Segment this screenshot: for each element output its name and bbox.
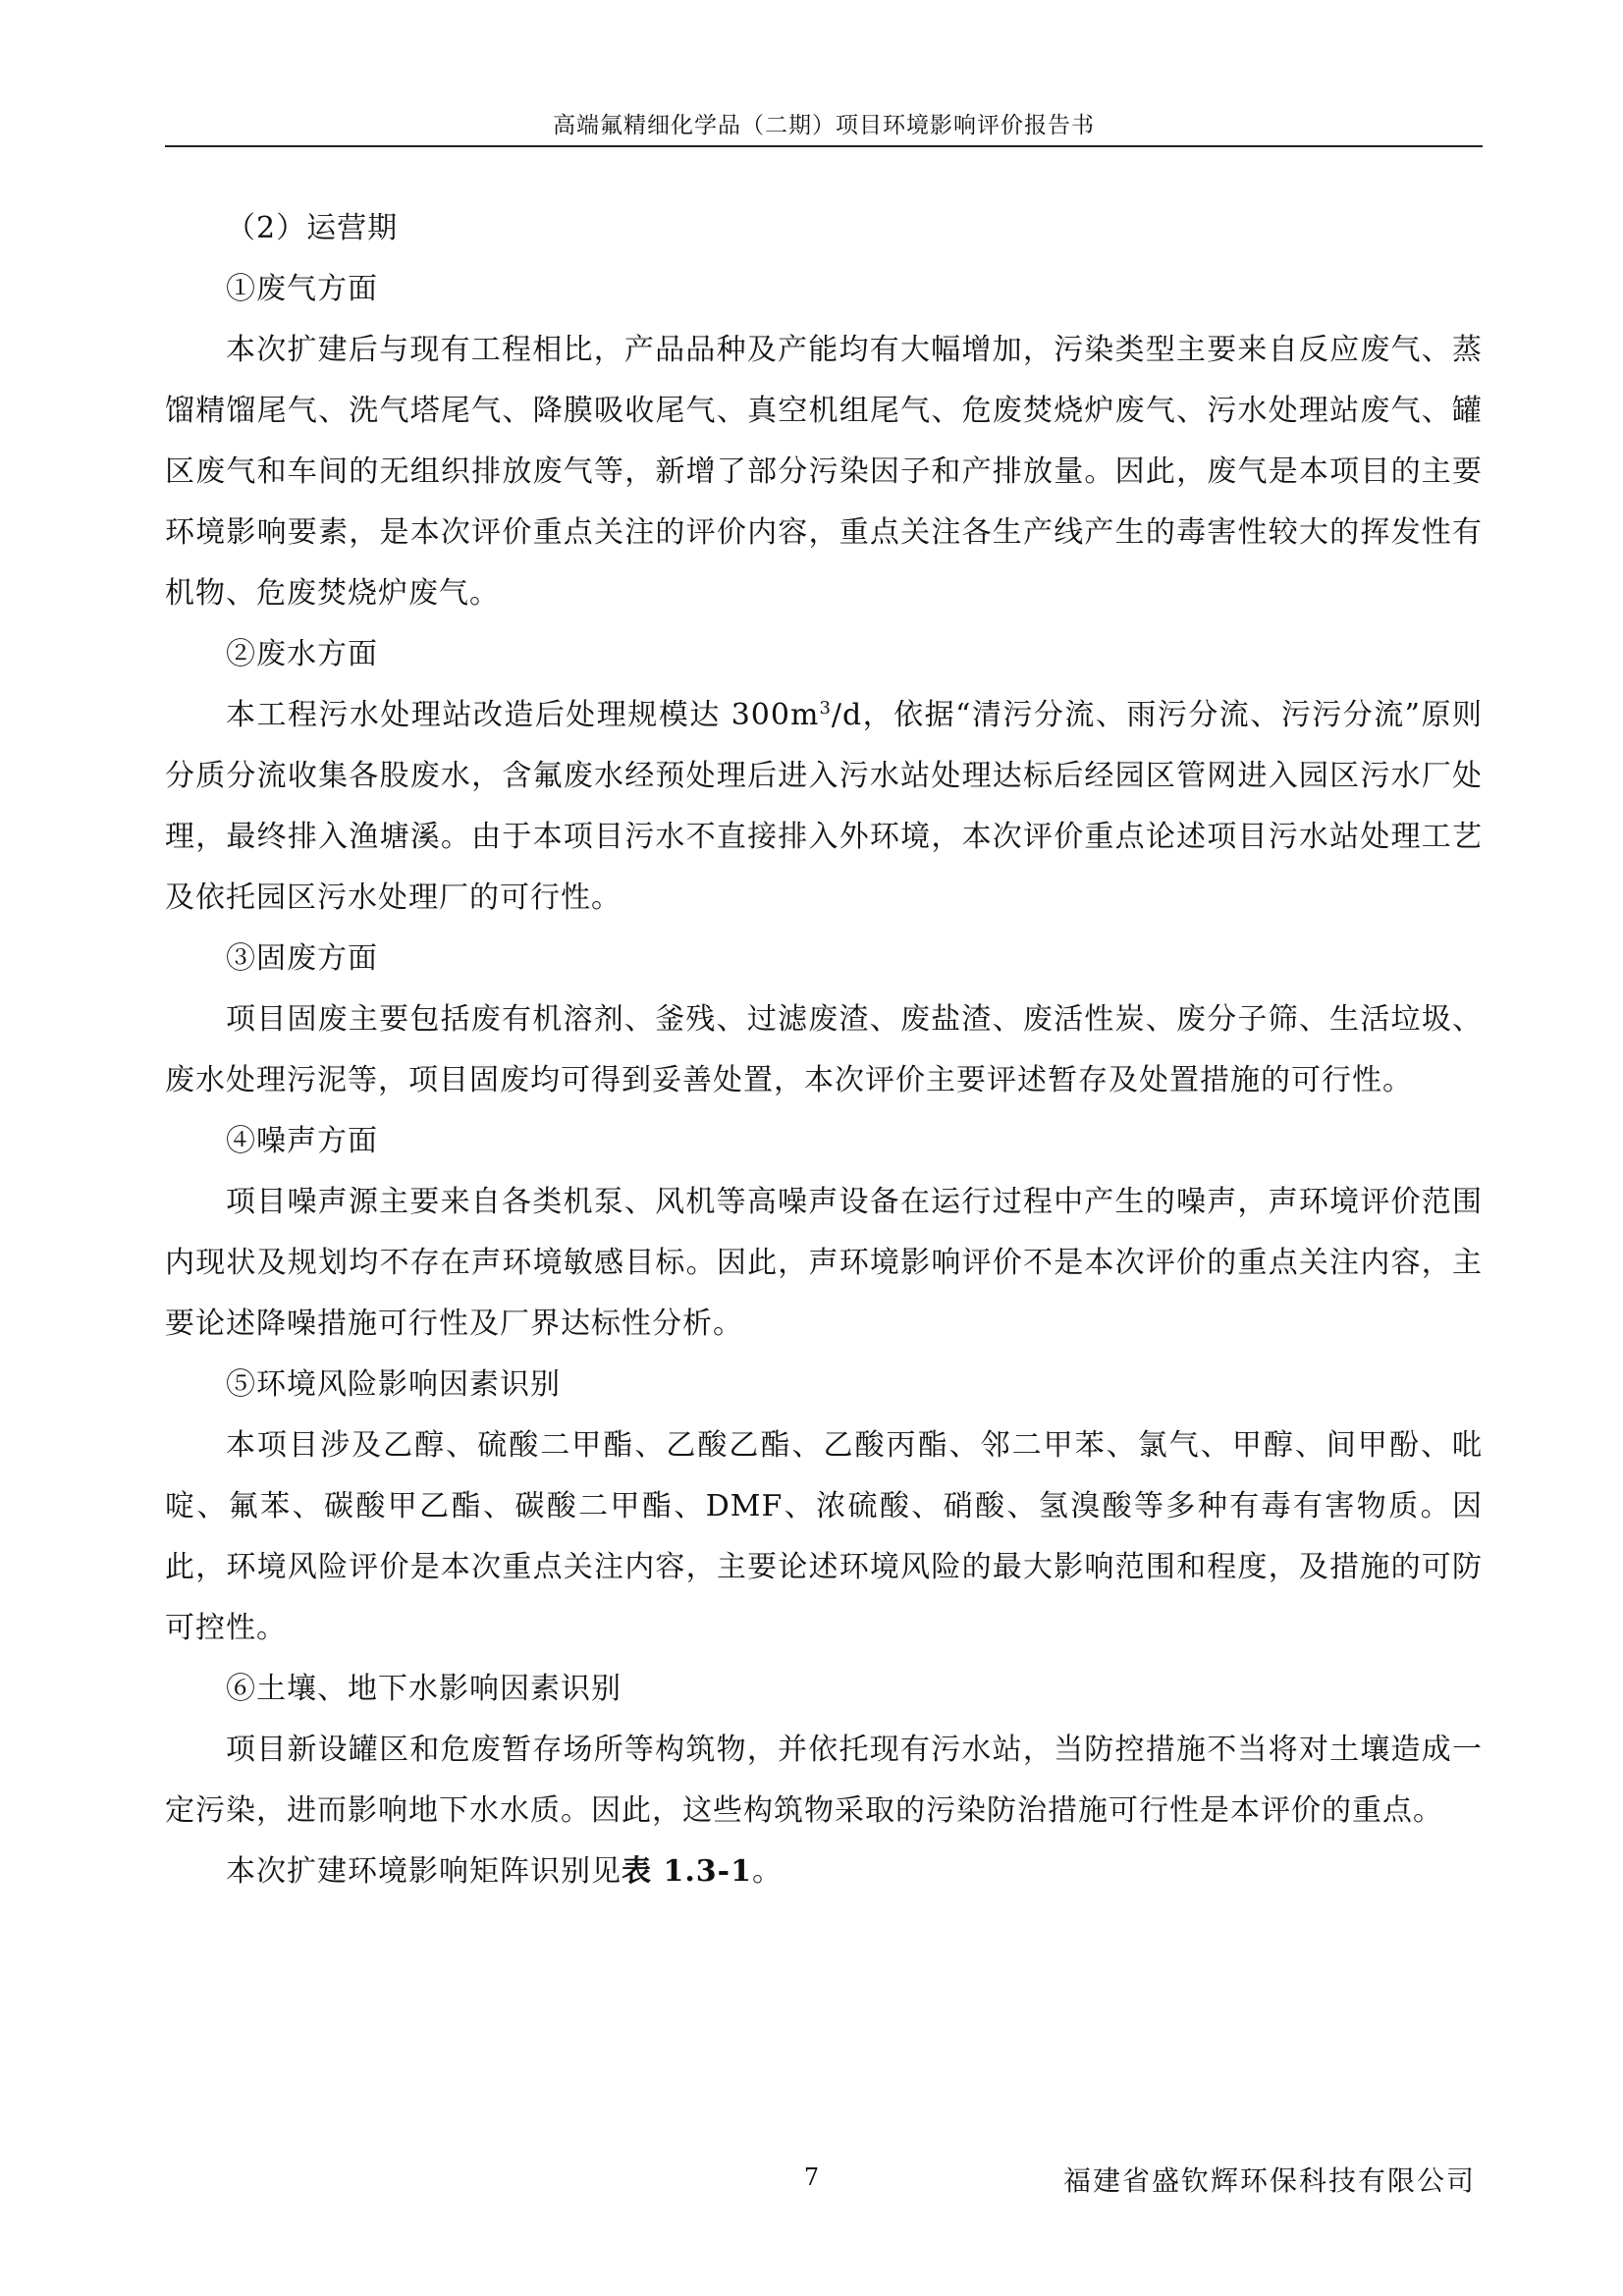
page-content <box>165 198 1483 1902</box>
solid-waste-paragraph: 项目固废主要包括废有机溶剂、釜残、过滤废渣、废盐渣、废活性炭、废分子筛、生活垃圾、废水处理污泥等，项目固废均可得到妥善处置，本次评价主要评述暂存及处置措施的可行性。 <box>165 1002 1483 1097</box>
risk-heading: ⑤环境风险影响因素识别 <box>226 1367 561 1402</box>
soil-groundwater-paragraph: 项目新设罐区和危废暂存场所等构筑物，并依托现有污水站，当防控措施不当将对土壤造成一定污染，进而影响地下水水质。因此，这些构筑物采取的污染防治措施可行性是本评价的重点。 <box>165 1733 1483 1828</box>
noise-heading: ④噪声方面 <box>226 1124 378 1158</box>
risk-paragraph: 本项目涉及乙醇、硫酸二甲酯、乙酸乙酯、乙酸丙酯、邻二甲苯、氯气、甲醇、间甲酚、吡啶、氟苯、碳酸甲乙酯、碳酸二甲酯、DMF、浓硫酸、硝酸、氢溴酸等多种有毒有害物质。因此，环境风险评价是本次重点关注内容，主要论述环境风险的最大影响范围和程度，及措施的可防可控性。 <box>165 1428 1483 1645</box>
superscript-3: 3 <box>819 698 832 719</box>
page-header <box>165 106 1483 147</box>
matrix-text-end: 。 <box>751 1854 783 1889</box>
solid-waste-heading: ③固废方面 <box>226 941 378 976</box>
waste-water-heading: ②废水方面 <box>226 637 378 671</box>
waste-gas-paragraph: 本次扩建后与现有工程相比，产品品种及产能均有大幅增加，污染类型主要来自反应废气、蒸馏精馏尾气、洗气塔尾气、降膜吸收尾气、真空机组尾气、危废焚烧炉废气、污水处理站废气、罐区废气和车间的无组织排放废气等，新增了部分污染因子和产排放量。因此，废气是本项目的主要环境影响要素，是本次评价重点关注的评价内容，重点关注各生产线产生的毒害性较大的挥发性有机物、危废焚烧炉废气。 <box>165 333 1483 611</box>
waste-water-text-start: 本工程污水处理站改造后处理规模达 300m <box>226 698 820 732</box>
matrix-paragraph <box>165 1842 1483 1902</box>
waste-gas-heading: ①废气方面 <box>226 272 378 306</box>
waste-water-text-end: /d，依据“清污分流、雨污分流、污污分流”原则分质分流收集各股废水，含氟废水经预处理后进入污水站处理达标后经园区管网进入园区污水厂处理，最终排入渔塘溪。由于本项目污水不直接排入外环境，本次评价重点论述项目污水站处理工艺及依托园区污水处理厂的可行性。 <box>165 698 1483 915</box>
page-number: 7 <box>803 2163 820 2191</box>
matrix-text-start: 本次扩建环境影响矩阵识别见 <box>226 1854 622 1889</box>
table-reference-link[interactable]: 表 1.3-1 <box>622 1854 752 1889</box>
document-title: 高端氟精细化学品（二期）项目环境影响评价报告书 <box>553 113 1095 138</box>
section-heading: （2）运营期 <box>226 211 399 245</box>
soil-groundwater-heading: ⑥土壤、地下水影响因素识别 <box>226 1672 622 1706</box>
noise-paragraph: 项目噪声源主要来自各类机泵、风机等高噪声设备在运行过程中产生的噪声，声环境评价范围内现状及规划均不存在声环境敏感目标。因此，声环境影响评价不是本次评价的重点关注内容，主要论述降噪措施可行性及厂界达标性分析。 <box>165 1185 1483 1341</box>
waste-water-paragraph <box>165 685 1483 929</box>
company-name: 福建省盛钦辉环保科技有限公司 <box>1062 2164 1476 2197</box>
